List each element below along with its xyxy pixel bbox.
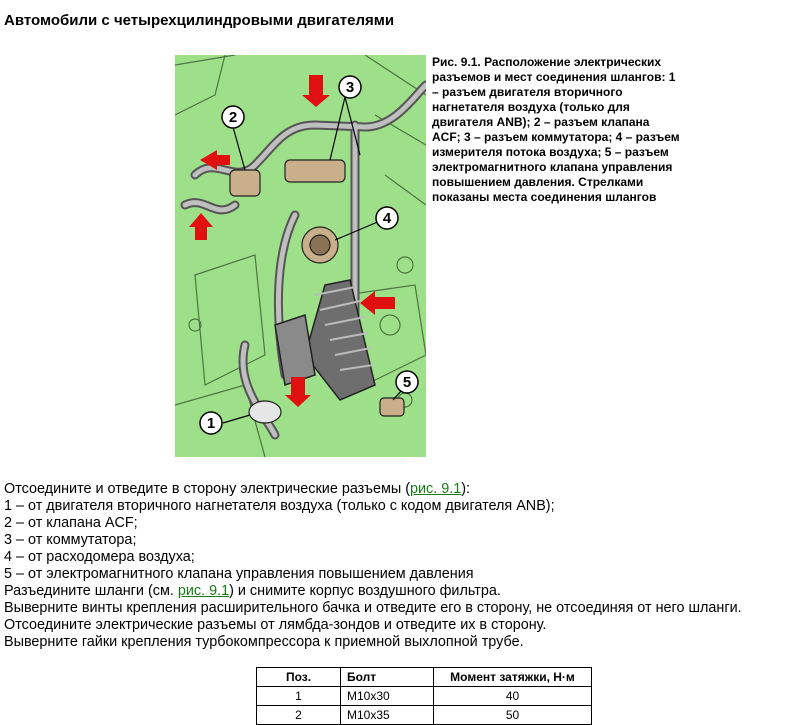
callout-3 bbox=[339, 76, 361, 98]
table-cell: 2 bbox=[257, 706, 341, 725]
connector-2-body bbox=[230, 170, 260, 196]
table-row bbox=[257, 706, 592, 725]
connector-1-body bbox=[249, 401, 281, 423]
list-item: 4 – от расходомера воздуха; bbox=[4, 549, 195, 565]
connector-3-body bbox=[285, 160, 345, 182]
list-item: 2 – от клапана ACF; bbox=[4, 515, 138, 531]
callout-5 bbox=[396, 371, 418, 393]
callout-2 bbox=[222, 106, 244, 128]
column-header-position: Поз. bbox=[257, 668, 341, 687]
column-header-bolt: Болт bbox=[341, 668, 434, 687]
svg-text:5: 5 bbox=[402, 374, 412, 391]
instruction-hoses: Разъедините шланги (см. рис. 9.1) и снимите корпус воздушного фильтра. bbox=[4, 583, 501, 599]
table-cell: 50 bbox=[434, 706, 592, 725]
table-row bbox=[257, 687, 592, 706]
svg-text:2: 2 bbox=[228, 109, 238, 126]
engine-figure bbox=[175, 55, 426, 457]
table-cell: M10x35 bbox=[341, 706, 434, 725]
list-item: 5 – от электромагнитного клапана управления повышением давления bbox=[4, 566, 474, 582]
instruction-line: Выверните гайки крепления турбокомпрессора к приемной выхлопной трубе. bbox=[4, 634, 524, 650]
engine-illustration bbox=[175, 55, 426, 457]
svg-text:4: 4 bbox=[382, 210, 392, 227]
instruction-connectors: Отсоедините и отведите в сторону электрические разъемы (рис. 9.1): bbox=[4, 481, 471, 497]
arrow-icon bbox=[189, 213, 213, 240]
figure-link[interactable]: рис. 9.1 bbox=[410, 481, 462, 497]
instruction-line: Отсоедините электрические разъемы от лямбда-зондов и отведите их в сторону. bbox=[4, 617, 547, 633]
arrow-icon bbox=[302, 75, 330, 107]
page-heading: Автомобили с четырехцилиндровыми двигателями bbox=[4, 12, 395, 29]
figure-link[interactable]: рис. 9.1 bbox=[177, 583, 230, 599]
table-cell: M10x30 bbox=[341, 687, 434, 706]
callout-1 bbox=[200, 412, 222, 434]
air-duct bbox=[275, 280, 375, 400]
list-item: 1 – от двигателя вторичного нагнетателя воздуха (только с кодом двигателя ANB); bbox=[4, 498, 555, 514]
instruction-line: Выверните винты крепления расширительного бачка и отведите его в сторону, не отсоединяя от него шланги. bbox=[4, 600, 742, 616]
instructions bbox=[4, 481, 784, 651]
list-item: 3 – от коммутатора; bbox=[4, 532, 137, 548]
torque-table bbox=[256, 667, 592, 725]
table-header-row bbox=[257, 668, 592, 687]
svg-text:1: 1 bbox=[206, 415, 216, 432]
table-cell: 40 bbox=[434, 687, 592, 706]
table-cell: 1 bbox=[257, 687, 341, 706]
column-header-torque: Момент затяжки, Н·м bbox=[434, 668, 592, 687]
connector-5-body bbox=[380, 398, 404, 416]
svg-text:3: 3 bbox=[345, 79, 355, 96]
arrow-icon bbox=[360, 291, 395, 315]
figure-caption: Рис. 9.1. Расположение электрических разъемов и мест соединения шлангов: 1 – разъем двигателя вторичного нагнетателя воздуха (только для двигателя ANB); 2 – разъем клапана ACF; 3 – разъем коммутатора; 4 – разъем измерителя потока воздуха; 5 – разъем электромагнитного клапана управления повышением давления. Стрелками показаны места соединения шлангов bbox=[432, 55, 680, 204]
callout-4 bbox=[376, 207, 398, 229]
